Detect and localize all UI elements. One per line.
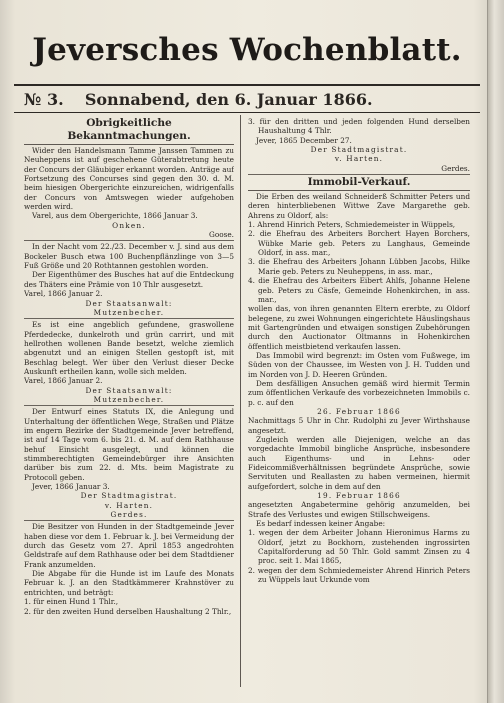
left-column <box>24 117 234 687</box>
notice-dogs-text: Die Besitzer von Hunden in der Stadtgemeinde Jever haben diese vor dem 1. Februar k. J. bei Vermeidung der durch das Gesetz vom 27. April 1853 angedrohten Geldstrafe auf dem Rathhause oder bei dem Stadtdiener Frank anzumelden. <box>24 522 234 569</box>
masthead-title: Jeversches Wochenblatt. <box>32 32 462 68</box>
notice-theft-text: In der Nacht vom 22./23. December v. J. sind aus dem Bockeler Busch etwa 100 Buchenpflänzlinge von 3—5 Fuß Größe und 20 Rothtannen gestohlen worden. <box>24 242 234 271</box>
notice-statute-place: Jever, 1866 Januar 3. <box>32 482 110 492</box>
issue-dateline <box>14 84 480 113</box>
notice-separator <box>24 240 234 241</box>
property-sale-exemptions-intro: Es bedarf indessen keiner Angabe: <box>256 519 386 529</box>
notice-separator <box>24 405 234 406</box>
notice-horse-blanket-office: Der Staatsanwalt: <box>85 385 173 395</box>
notice-horse-blanket-signature: Mutzenbecher. <box>93 394 165 404</box>
property-sale-intro: Die Erben des weiland Schneiderß Schmitter Peters und deren hinterbliebenen Wittwe Zave Margarethe geb. Ahrens zu Oldorf, als: <box>248 192 470 220</box>
notice-dogs-fee-item-3: 3. für den dritten und jeden folgenden Hund derselben Haushaltung 4 Thlr. <box>248 117 470 136</box>
property-sale-heading: Immobil-Verkauf. <box>248 176 470 191</box>
property-sale-heir-1: 1. Ahrend Hinrich Peters, Schmiedemeister in Wüppels, <box>248 220 456 230</box>
right-column <box>248 117 470 687</box>
notice-horse-blanket-text: Es ist eine angeblich gefundene, graswollene Pferdedecke, dunkelroth und grün carrirt, und mit hellrothen wollenen Bande besetzt, welche ziemlich abgenutzt und an einigen Stellen gestopft ist, mit Beschlag belegt. Wer über den Verlust dieser Decke Auskunft ertheilen kann, wolle sich melden. <box>24 320 234 376</box>
property-sale-exemption-2: 2. wegen der dem Schmiedemeister Ahrend Hinrich Peters zu Wüppels laut Urkunde vom <box>248 565 470 585</box>
property-sale-heir-3: 3. die Ehefrau des Arbeiters Johann Lübben Jacobs, Hilke Marie geb. Peters zu Neuheppens, in ass. mar., <box>248 257 470 276</box>
book-spine-edge <box>487 0 504 703</box>
official-notices-heading: Obrigkeitliche Bekanntmachungen. <box>24 117 234 145</box>
notice-dogs-place: Jever, 1865 December 27. <box>256 135 352 145</box>
notice-statute-signature: v. Harten. <box>104 500 154 510</box>
property-sale-claims-date: 19. Februar 1866 <box>317 491 401 501</box>
property-sale-term-place: Nachmittags 5 Uhr in Chr. Rudolphi zu Jever Wirthshause angesetzt. <box>248 416 470 435</box>
property-sale-term-text: Dem desfälligen Ansuchen gemäß wird hiermit Termin zum öffentlichen Verkaufe des vorbezeichneten Immobils c. p. c. auf den <box>248 378 470 407</box>
notice-concurs-text: Wider den Handelsmann Tamme Janssen Tammen zu Neuheppens ist auf geschehene Güterabtretung heute der Concurs der Gläubiger erkannt worden. Anträge auf Fortsetzung des Concurses sind gegen den 30. d. M. beim hiesigen Obergerichte einzureichen, widrigenfalls der Concurs von Amtswegen wieder aufgehoben werden wird. <box>24 146 234 212</box>
notice-dogs-signature-2: Gerdes. <box>441 163 470 173</box>
notice-statute-office: Der Stadtmagistrat. <box>80 491 178 501</box>
notice-dogs-office: Der Stadtmagistrat. <box>310 145 408 155</box>
notice-dogs-fee-text: Die Abgabe für die Hunde ist im Laufe des Monats Februar k. J. an den Stadtkämmerer Krahnstöver zu entrichten, und beträgt: <box>24 569 234 597</box>
property-sale-claims-penalty: angesetzten Angabetermine gehörig anzumelden, bei Strafe des Verlustes und ewigen Stillschweigens. <box>248 500 470 519</box>
notice-separator <box>24 318 234 319</box>
notice-dogs-fee-item-1: 1. für einen Hund 1 Thlr., <box>24 597 119 607</box>
property-sale-term-date: 26. Februar 1866 <box>317 406 401 416</box>
property-sale-description: wollen das, von ihren genannten Eltern ererbte, zu Oldorf belegene, zu zwei Wohnungen eingerichtete Häuslingshaus mit Gartengründen und etwaigen sonstigen Zubehörungen durch den Auctionator Oltmanns in Hohenkirchen öffentlich meistbietend verkaufen lassen. <box>248 304 470 351</box>
notice-separator <box>24 520 234 521</box>
issue-date: Sonnabend, den 6. Januar 1866. <box>84 90 373 109</box>
notice-dogs-signature: v. Harten. <box>334 154 384 164</box>
notice-statute-signature-2: Gerdes. <box>110 510 148 520</box>
property-sale-claims-text: Zugleich werden alle Diejenigen, welche an das vorgedachte Immobil bingliche Ansprüche, insbesondere auch Eigenthums- und in Lehns- oder Fideicommißverhältnissen begründete Ansprüche, sowie Servituten und Reallasten zu haben vermeinen, hiermit aufgefordert, solche in dem auf den <box>248 435 470 491</box>
notice-theft-signature: Mutzenbecher. <box>93 307 165 317</box>
notice-concurs-place: Varel, aus dem Obergerichte, 1866 Januar 3. <box>32 211 198 221</box>
notice-theft-office: Der Staatsanwalt: <box>85 298 173 308</box>
two-column-body <box>14 115 480 687</box>
notice-dogs-fee-item-2: 2. für den zweiten Hund derselben Haushaltung 2 Thlr., <box>24 606 232 616</box>
notice-statute-text: Der Entwurf eines Statuts IX, die Anlegung und Unterhaltung der öffentlichen Wege, Straßen und Plätze im engern Bezirke der Stadtgemeinde Jever betreffend, ist auf 14 Tage vom 6. bis 21. d. M. auf dem Rathhause behuf Einsicht ausgelegt, und können die stimmberechtigten Gemeindebürger ihre Ansichten darüber bis zum 22. d. Mts. beim Magistrate zu Protocoll geben. <box>24 407 234 482</box>
property-sale-heir-2: 2. die Ehefrau des Arbeiters Borchert Hayen Borchers, Wübke Marie geb. Peters zu Langhaus, Gemeinde Oldorf, in ass. mar., <box>248 229 470 258</box>
property-sale-exemption-1: 1. wegen der dem Arbeiter Johann Hieronimus Harms zu Oldorf, jetzt zu Bockhorn, zustehenden ingrossirten Capitalforderung ad 50 Thlr. Gold sammt Zinsen zu 4 proc. seit 1. Mai 1865, <box>248 528 470 566</box>
property-sale-heir-4: 4. die Ehefrau des Arbeiters Eibert Ahlfs, Johanne Helene geb. Peters zu Cäsfe, Gemeinde Hohenkirchen, in ass. mar., <box>248 276 470 304</box>
column-divider <box>240 115 241 687</box>
notice-concurs-signature: Onken. <box>112 220 146 230</box>
notice-theft-place: Varel, 1866 Januar 2. <box>24 289 103 299</box>
issue-number: № 3. <box>24 90 64 109</box>
notice-separator <box>248 174 470 175</box>
property-sale-boundaries: Das Immobil wird begrenzt: im Osten vom Fußwege, im Süden von der Chaussee, im Westen von J. H. Tudden und im Norden von J. D. Heeren Gründen. <box>248 350 470 379</box>
notice-theft-reward: Der Eigenthümer des Busches hat auf die Entdeckung des Thäters eine Prämie von 10 Thlr ausgesetzt. <box>24 270 234 289</box>
newspaper-page <box>14 30 480 698</box>
notice-concurs-signature-2: Goose. <box>209 230 234 240</box>
notice-horse-blanket-place: Varel, 1866 Januar 2. <box>24 376 103 386</box>
